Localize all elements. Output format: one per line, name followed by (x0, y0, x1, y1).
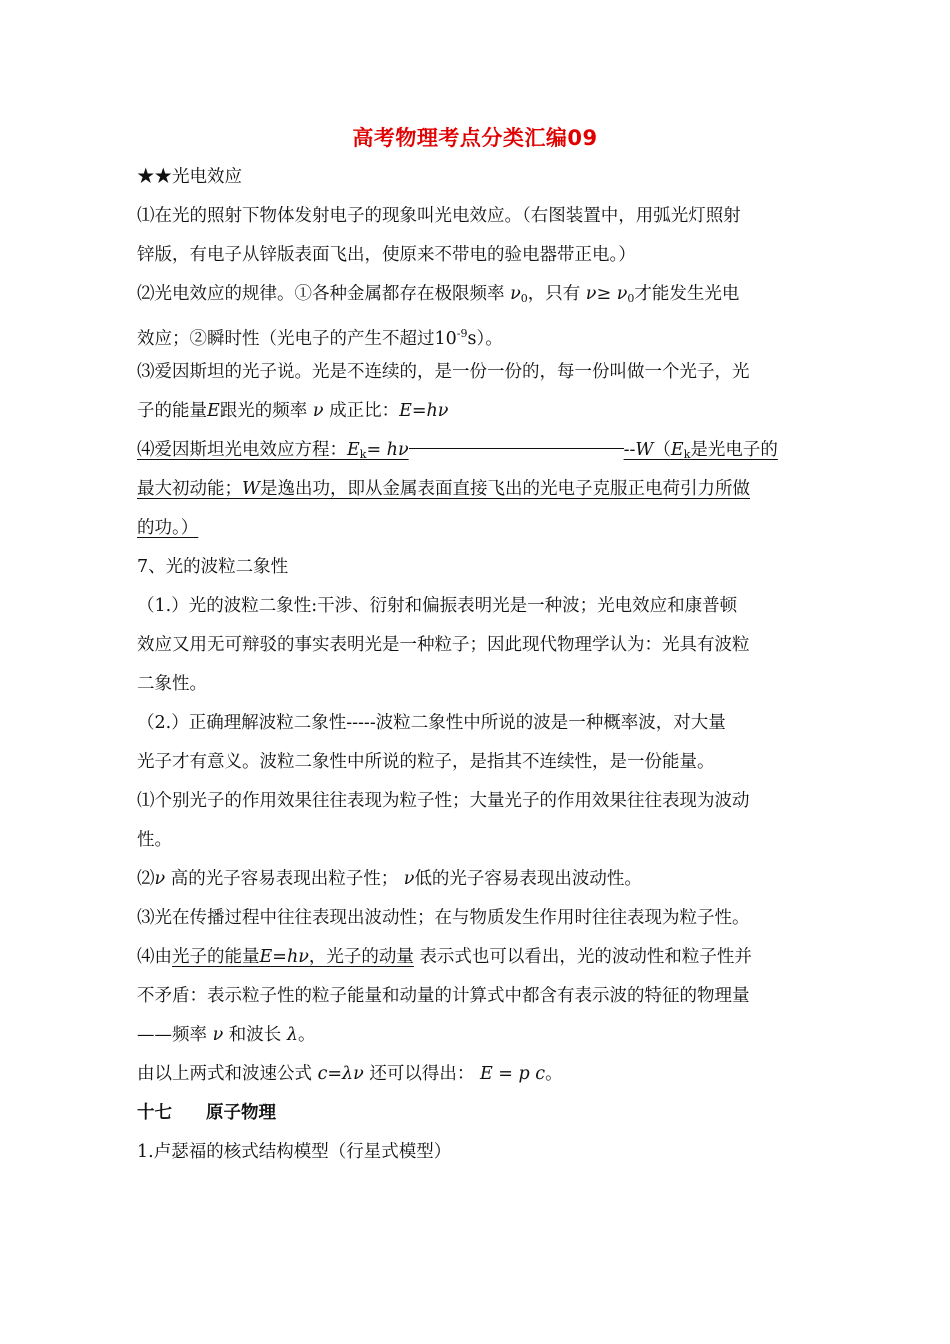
text-fragment: （ (653, 440, 671, 460)
equation-blank-line (409, 447, 624, 449)
superscript: -9 (456, 327, 468, 340)
text-fragment: ⑵ (137, 869, 155, 889)
text-fragment: ⑷爱因斯坦光电效应方程： (137, 440, 347, 460)
point-4-line-3 (137, 1016, 817, 1055)
underlined-text (653, 440, 777, 460)
formula-energy: E=hν (399, 401, 449, 421)
text-fragment: 子的能量 (137, 401, 207, 421)
chapter-number: 十七 (137, 1103, 172, 1123)
text-fragment: ⑵光电效应的规律。①各种金属都存在极限频率 (137, 284, 505, 304)
underlined-text (137, 479, 750, 499)
subscript: 0 (520, 292, 528, 305)
section-7-1-line-2: 效应又用无可辩驳的事实表明光是一种粒子；因此现代物理学认为：光具有波粒 (137, 635, 750, 655)
section-heading-7: 7、光的波粒二象性 (137, 557, 289, 577)
symbol-ge: ≥ (596, 284, 612, 304)
section-7-1-line-3: 二象性。 (137, 674, 207, 694)
paragraph-4-line-2 (137, 470, 817, 509)
point-2 (137, 860, 817, 899)
paragraph-2-line-2 (137, 314, 817, 353)
formula-wave-speed: c=λν (317, 1064, 364, 1084)
conclusion-line (137, 1055, 817, 1094)
subsection-heading-1: 1.卢瑟福的核式结构模型（行星式模型） (137, 1142, 452, 1162)
point-4-line-2: 不矛盾：表示粒子性的粒子能量和动量的计算式中都含有表示波的特征的物理量 (137, 986, 750, 1006)
symbol-nu: ν (510, 284, 521, 304)
symbol-nu: ν (154, 869, 166, 889)
text-fragment: s）。 (467, 329, 503, 349)
symbol-nu: ν (616, 284, 628, 304)
symbol-nu: ν (312, 401, 324, 421)
text-fragment: 。 (545, 1064, 563, 1084)
formula-energy: E=hν (259, 947, 309, 967)
text-fragment: 效应；②瞬时性（光电子的产生不超过10 (137, 329, 457, 349)
paragraph-4-line-3 (137, 509, 817, 548)
symbol-E: E (670, 440, 684, 460)
symbol-E: E (207, 401, 220, 421)
document-body (137, 158, 817, 1172)
underlined-text: 的功。） (137, 518, 199, 538)
page-title: 高考物理考点分类汇编09 (352, 126, 598, 150)
text-fragment: 还可以得出： (369, 1064, 475, 1084)
paragraph-1-line-1: ⑴在光的照射下物体发射电子的现象叫光电效应。（右图装置中，用弧光灯照射 (137, 206, 741, 226)
underlined-text (137, 440, 409, 460)
section-heading-photoelectric: ★★光电效应 (137, 167, 242, 187)
section-7-2-line-2: 光子才有意义。波粒二象性中所说的粒子，是指其不连续性，是一份能量。 (137, 752, 715, 772)
text-fragment: 跟光的频率 (219, 401, 308, 421)
text-fragment: 由以上两式和波速公式 (137, 1064, 312, 1084)
symbol-E: E (347, 440, 360, 460)
subscript: k (359, 448, 367, 461)
text-fragment: 是光电子的 (690, 440, 778, 460)
chapter-heading-17 (137, 1094, 817, 1133)
point-3: ⑶光在传播过程中往往表现出波动性；在与物质发生作用时往往表现为粒子性。 (137, 908, 750, 928)
text-fragment: 低的光子容易表现出波动性。 (414, 869, 642, 889)
paragraph-2-line-1 (137, 275, 817, 314)
point-1-line-1: ⑴个别光子的作用效果往往表现为粒子性；大量光子的作用效果往往表现为波动 (137, 791, 750, 811)
formula-fragment: = hν (366, 440, 409, 460)
symbol-lambda: λ (286, 1025, 298, 1045)
symbol-nu: ν (212, 1025, 224, 1045)
underlined-text (172, 947, 414, 967)
symbol-W: W (242, 479, 260, 499)
text-fragment: 最大初动能； (137, 479, 242, 499)
point-4-line-1 (137, 938, 817, 977)
text-fragment: ——频率 (137, 1025, 207, 1045)
paragraph-3-line-2 (137, 392, 817, 431)
symbol-nu: ν (585, 284, 597, 304)
text-fragment: ⑷由 (137, 947, 172, 967)
point-1-line-2: 性。 (137, 830, 172, 850)
section-7-1-line-1: （1.）光的波粒二象性:干涉、衍射和偏振表明光是一种波；光电效应和康普顿 (137, 596, 738, 616)
chapter-title: 原子物理 (206, 1103, 276, 1123)
text-fragment: 。 (297, 1025, 316, 1045)
subscript: 0 (627, 292, 635, 305)
symbol-nu: ν (403, 869, 415, 889)
text-fragment: 才能发生光电 (634, 284, 740, 304)
paragraph-4-line-1 (137, 431, 817, 470)
text-fragment: 和波长 (228, 1025, 282, 1045)
text-fragment: 成正比： (329, 401, 400, 421)
paragraph-1-line-2: 锌版，有电子从锌版表面飞出，使原来不带电的验电器带正电。） (137, 245, 636, 265)
text-fragment: 高的光子容易表现出粒子性； (170, 869, 399, 889)
section-7-2-line-1: （2.）正确理解波粒二象性-----波粒二象性中所说的波是一种概率波，对大量 (137, 713, 726, 733)
text-fragment: 表示式也可以看出，光的波动性和粒子性并 (419, 947, 752, 967)
text-fragment: 是逸出功，即从金属表面直接飞出的光电子克服正电荷引力所做 (260, 479, 750, 499)
text-fragment: 光子的能量 (172, 947, 260, 967)
symbol-W: --W (623, 440, 654, 460)
subscript: k (683, 448, 691, 461)
paragraph-3-line-1: ⑶爱因斯坦的光子说。光是不连续的，是一份一份的，每一份叫做一个光子，光 (137, 362, 750, 382)
text-fragment: ，光子的动量 (308, 947, 414, 967)
formula-energy-momentum: E = p c (479, 1064, 546, 1084)
text-fragment: ，只有 (527, 284, 581, 304)
